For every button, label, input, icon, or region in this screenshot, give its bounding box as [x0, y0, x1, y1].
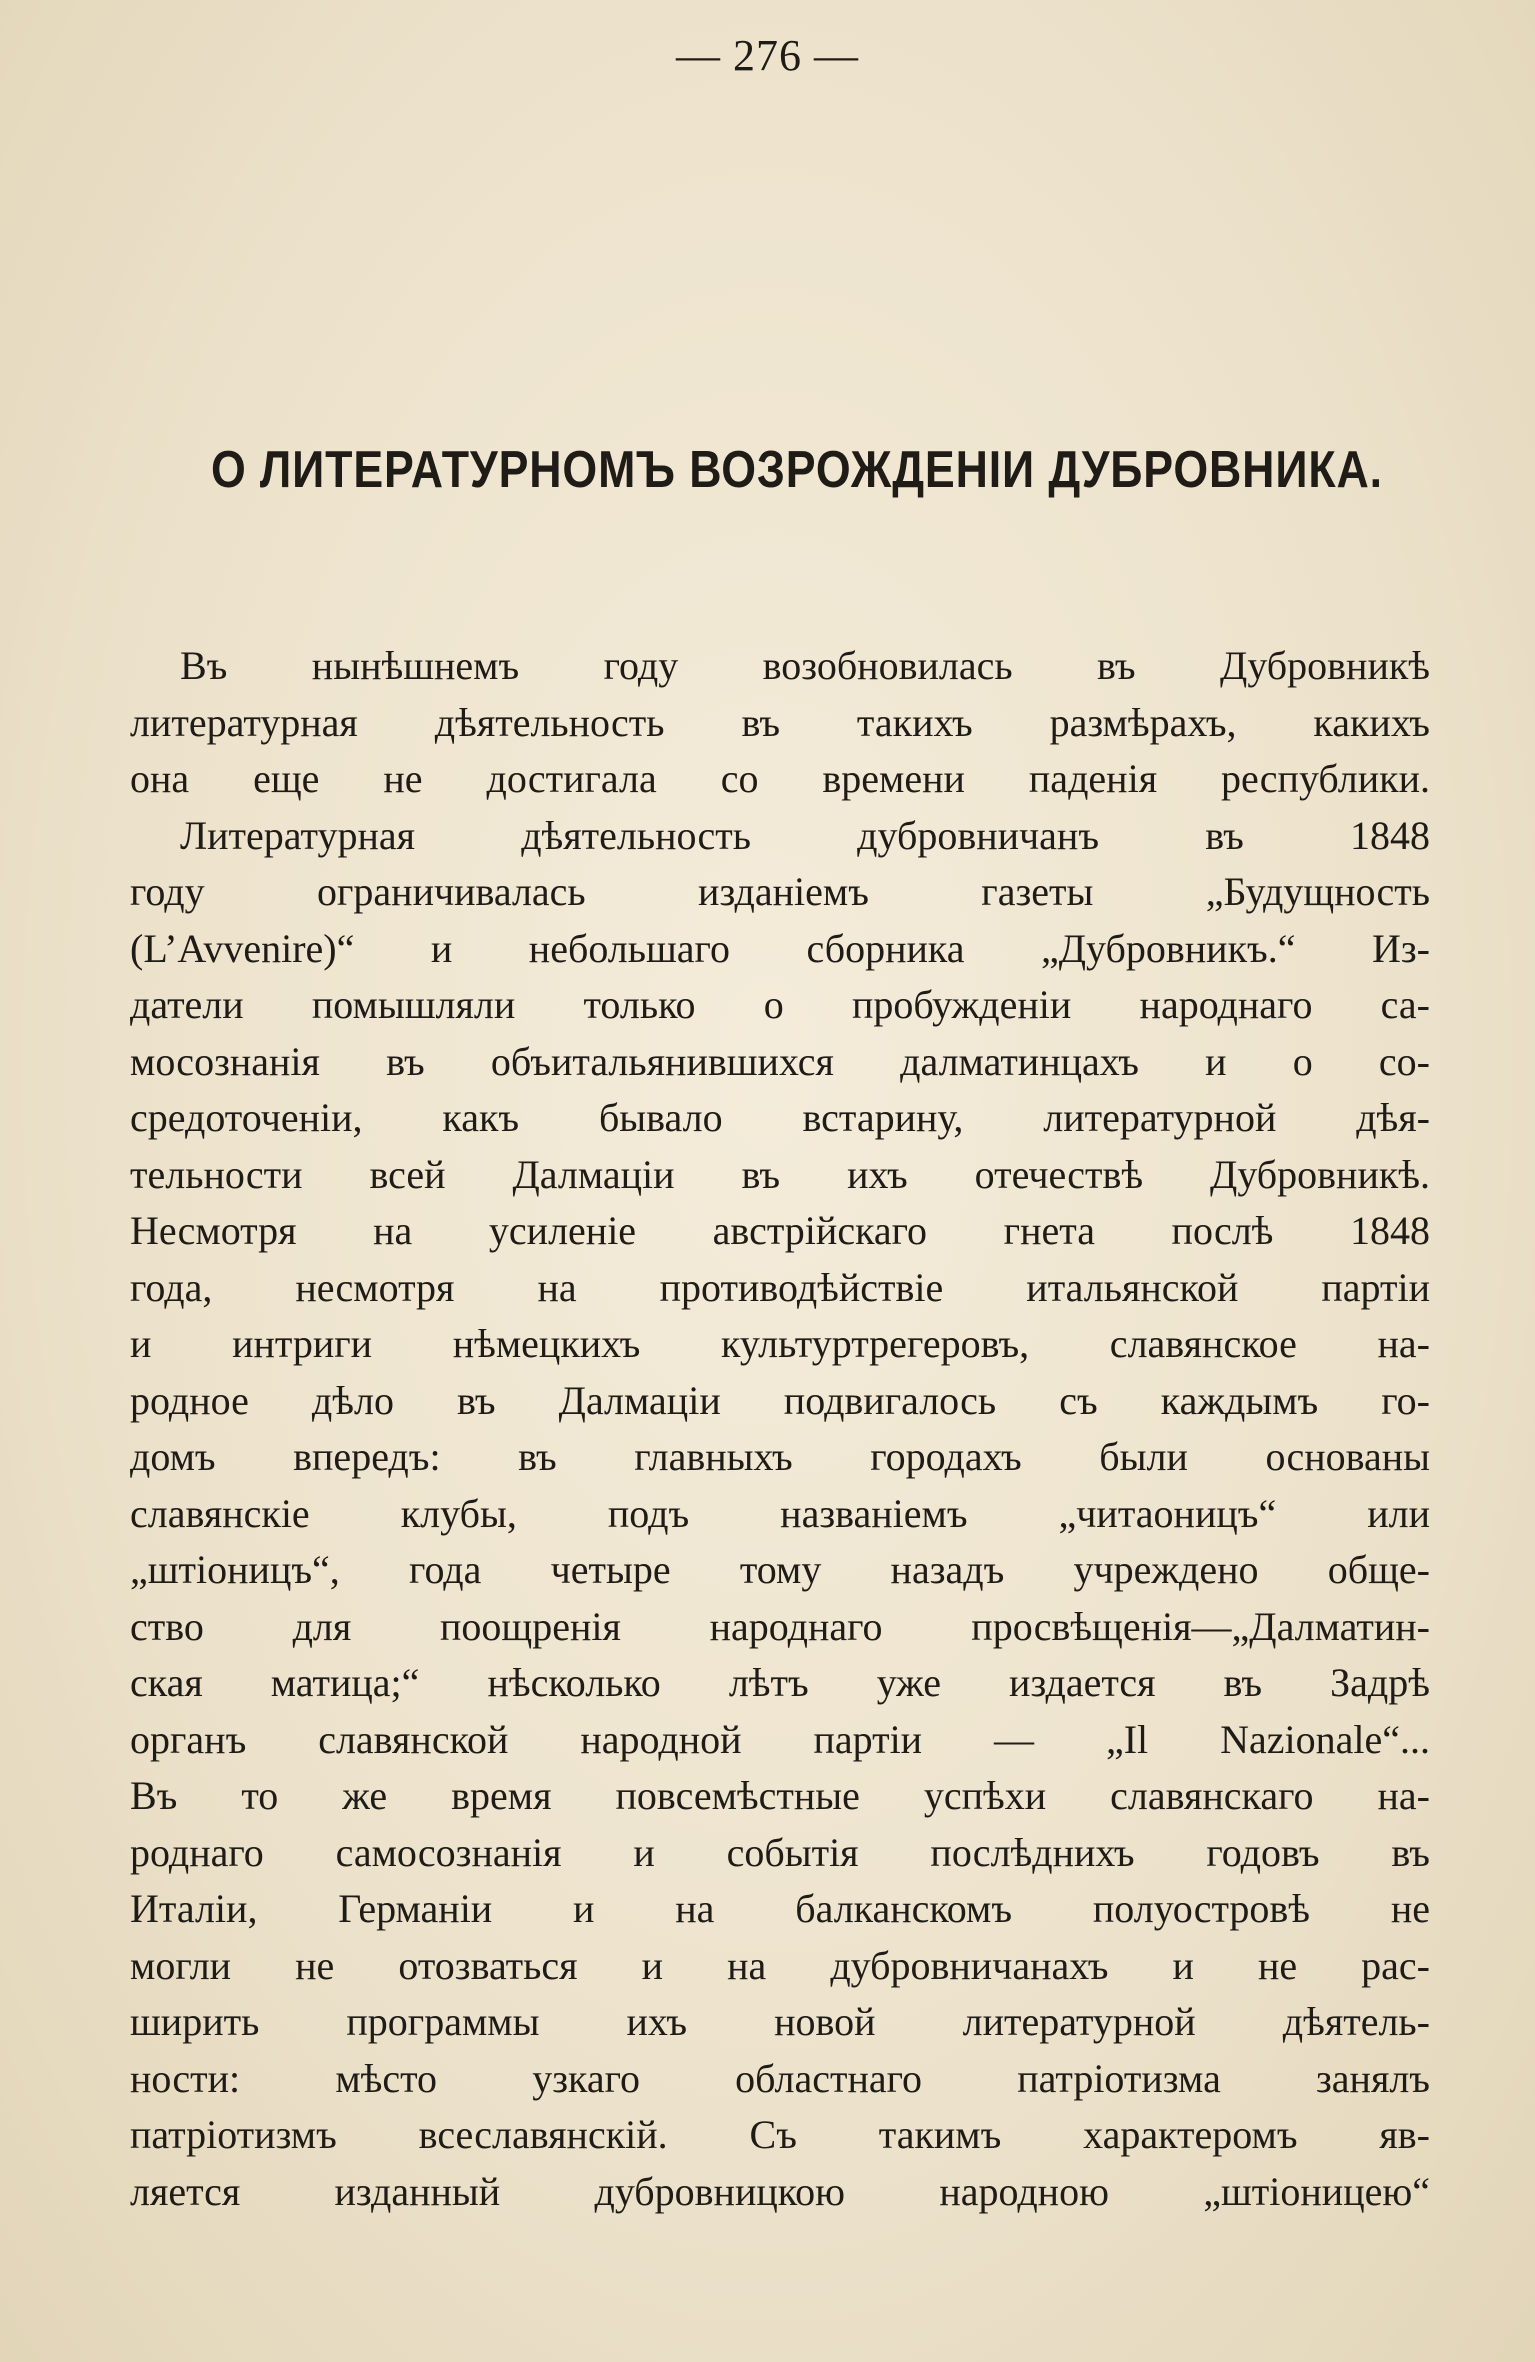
- text-line: средоточеніи, какъ бывало встарину, литературной дѣя-: [130, 1095, 1430, 1140]
- text-line: роднаго самосознанія и событія послѣднихъ годовъ въ: [130, 1829, 1430, 1875]
- text-line: родное дѣло въ Далмаціи подвигалось съ каждымъ го-: [130, 1377, 1430, 1423]
- page-number: — 276 —: [676, 31, 859, 80]
- text-line: Въ то же время повсемѣстные успѣхи славянскаго на-: [130, 1773, 1430, 1818]
- text-line: органъ славянской народной партіи — „Il Nazionale“...: [130, 1716, 1430, 1762]
- text-line: ская матица;“ нѣсколько лѣтъ уже издается въ Задрѣ: [130, 1660, 1430, 1705]
- text-line: датели помышляли только о пробужденіи народнаго са-: [130, 982, 1430, 1027]
- body-text: [130, 638, 1430, 2220]
- text-line: домъ впередъ: въ главныхъ городахъ были основаны: [130, 1434, 1430, 1479]
- text-line: году ограничивалась изданіемъ газеты „Будущность: [130, 869, 1430, 914]
- text-line: (L’Avvenire)“ и небольшаго сборника „Дубровникъ.“ Из-: [130, 925, 1430, 971]
- text-line: Литературная дѣятельность дубровничанъ въ 1848: [180, 812, 1430, 858]
- text-line: патріотизмъ всеславянскій. Съ такимъ характеромъ яв-: [130, 2112, 1430, 2157]
- text-line: ляется изданный дубровницкою народною „штіоницею“: [130, 2168, 1430, 2214]
- text-line: она еще не достигала со времени паденія республики.: [130, 756, 1430, 801]
- text-line: Италіи, Германіи и на балканскомъ полуостровѣ не: [130, 1886, 1430, 1931]
- text-line: Въ нынѣшнемъ году возобновилась въ Дубровникѣ: [180, 643, 1430, 688]
- text-line: года, несмотря на противодѣйствіе итальянской партіи: [130, 1264, 1430, 1310]
- text-line: „штіоницъ“, года четыре тому назадъ учреждено обще-: [130, 1547, 1430, 1592]
- text-line: литературная дѣятельность въ такихъ размѣрахъ, какихъ: [130, 699, 1430, 745]
- text-line: мосознанія въ объитальянившихся далматинцахъ и о со-: [130, 1038, 1430, 1084]
- text-line: ство для поощренія народнаго просвѣщенія—„Далматин-: [130, 1603, 1430, 1649]
- text-line: славянскіе клубы, подъ названіемъ „читаоницъ“ или: [130, 1490, 1430, 1536]
- text-line: и интриги нѣмецкихъ культуртрегеровъ, славянское на-: [130, 1321, 1430, 1366]
- text-line: могли не отозваться и на дубровничанахъ и не рас-: [130, 1942, 1430, 1988]
- text-line: ширить программы ихъ новой литературной дѣятель-: [130, 1999, 1430, 2044]
- text-line: тельности всей Далмаціи въ ихъ отечествѣ Дубровникѣ.: [130, 1151, 1430, 1197]
- text-line: Несмотря на усиленіе австрійскаго гнета послѣ 1848: [130, 1208, 1430, 1253]
- chapter-title: О ЛИТЕРАТУРНОМЪ ВОЗРОЖДЕНІИ ДУБРОВНИКА.: [211, 441, 1383, 499]
- text-line: ности: мѣсто узкаго областнаго патріотизма занялъ: [130, 2055, 1430, 2101]
